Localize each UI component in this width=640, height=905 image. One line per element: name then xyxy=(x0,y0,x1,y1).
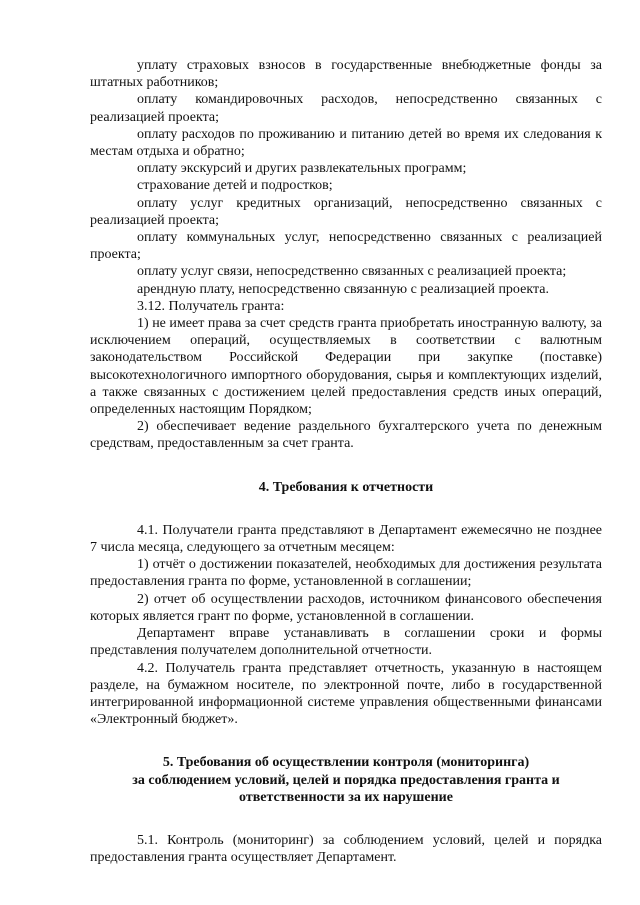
section-5-heading-line-1: 5. Требования об осуществлении контроля (мониторинга) xyxy=(162,755,530,771)
section-5-heading-line-2: за соблюдением условий, целей и порядка предоставления гранта и xyxy=(132,772,560,788)
paragraph-4-1-1: 1) отчёт о достижении показателей, необходимых для достижения результата предоставления гранта по форме, установленной в соглашении; xyxy=(90,557,602,590)
list-item: оплату экскурсий и других развлекательных программ; xyxy=(137,161,467,177)
list-item: оплату услуг кредитных организаций, непосредственно связанных с реализацией проекта; xyxy=(90,195,602,228)
paragraph-5-1: 5.1. Контроль (мониторинг) за соблюдением условий, целей и порядка предоставления гранта осуществляет Департамент. xyxy=(90,832,602,866)
list-item: оплату командировочных расходов, непосредственно связанных с реализацией проекта; xyxy=(90,92,602,125)
section-5-heading xyxy=(90,754,602,806)
list-item: оплату расходов по проживанию и питанию детей во время их следования к местам отдыха и обратно; xyxy=(90,126,602,160)
paragraph-3-12-2: 2) обеспечивает ведение раздельного бухгалтерского учета по денежным средствам, предоставленным за счет гранта. xyxy=(90,419,602,452)
list-item: страхование детей и подростков; xyxy=(137,178,333,194)
list-item: оплату услуг связи, непосредственно связанных с реализацией проекта; xyxy=(137,264,567,280)
paragraph-4-1-2: 2) отчет об осуществлении расходов, источником финансового обеспечения которых является грант по форме, установленной в соглашении. xyxy=(90,591,602,624)
list-item: арендную плату, непосредственно связанную с реализацией проекта. xyxy=(137,281,549,297)
paragraph-4-2: 4.2. Получатель гранта представляет отчетность, указанную в настоящем разделе, на бумажном носителе, по электронной почте, либо в государственной интегрированной информационной системе управления общественными финансами «Электронный бюджет». xyxy=(90,660,602,728)
paragraph-3-12-title: 3.12. Получатель гранта: xyxy=(137,298,285,314)
list-item: уплату страховых взносов в государственные внебюджетные фонды за штатных работников; xyxy=(90,58,602,91)
paragraph-3-12-1: 1) не имеет права за счет средств гранта приобретать иностранную валюту, за исключением операций, осуществляемых в соответствии с валютным законодательством Российской Федерации при закупке (поставке) высокотехнологичного импортного оборудования, сырья и комплектующих изделий, а также связанных с достижением целей предоставления средств иных операций, определенных настоящим Порядком; xyxy=(90,316,602,418)
paragraph-4-1: 4.1. Получатели гранта представляют в Департамент ежемесячно не позднее 7 числа месяца, следующего за отчетным месяцем: xyxy=(90,522,602,556)
paragraph-4-1-3: Департамент вправе устанавливать в соглашении сроки и формы представления получателем дополнительной отчетности. xyxy=(90,626,602,659)
section-4-heading: 4. Требования к отчетности xyxy=(258,479,434,495)
section-5-heading-line-3: ответственности за их нарушение xyxy=(239,789,453,805)
list-item: оплату коммунальных услуг, непосредственно связанных с реализацией проекта; xyxy=(90,230,602,263)
